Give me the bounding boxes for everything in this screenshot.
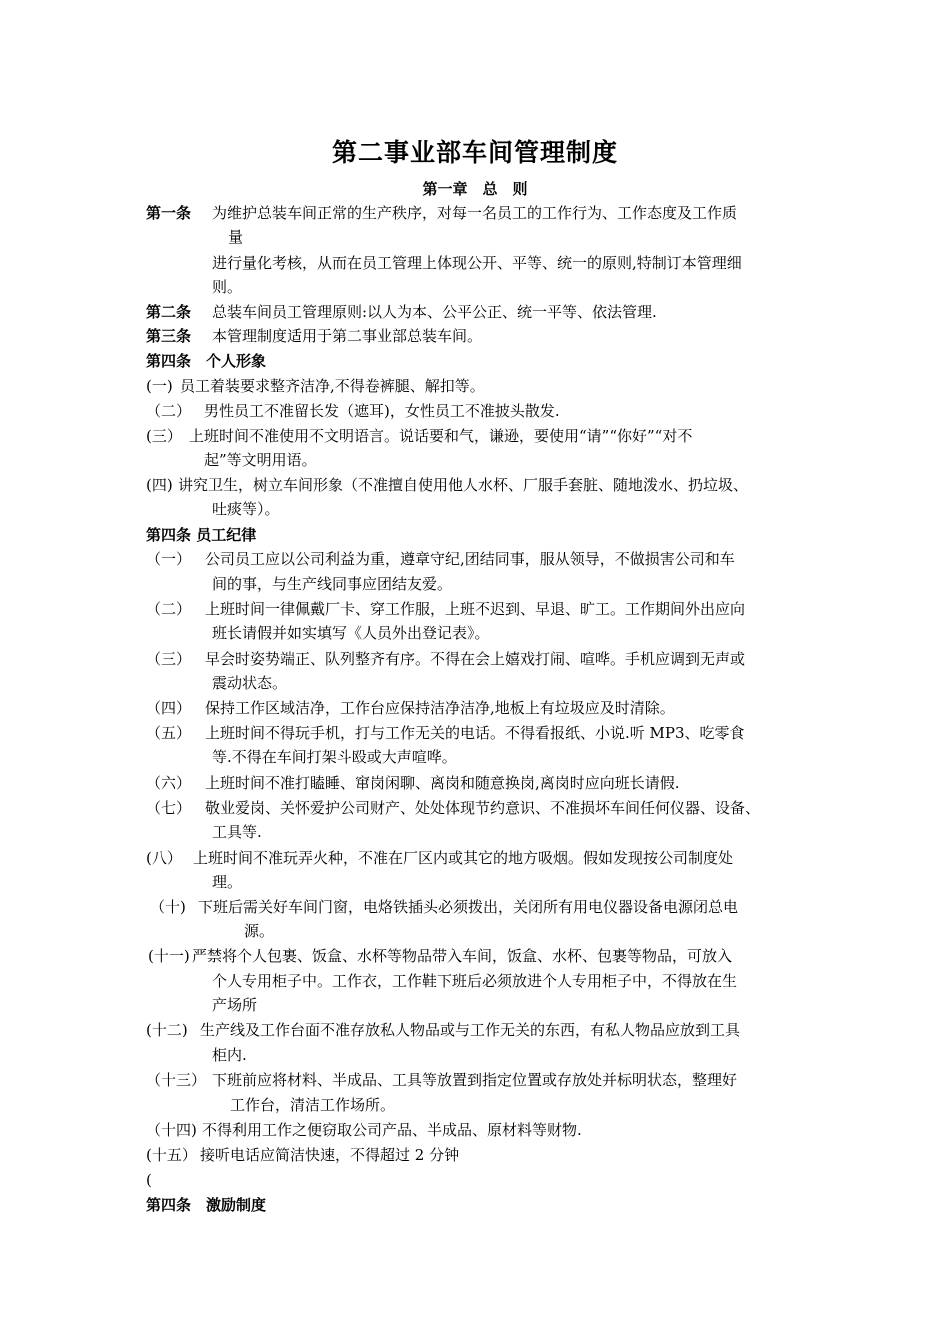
- article-1-text-cont: 量: [228, 228, 244, 246]
- item-text: 上班时间不准打瞌睡、窜岗闲聊、离岗和随意换岗,离岗时应向班长请假.: [205, 774, 680, 792]
- item-text-cont: 间的事，与生产线同事应团结友爱。: [212, 575, 453, 593]
- article-1-text-cont: 则。: [212, 278, 243, 296]
- item-number: （四）: [146, 699, 192, 717]
- item-text-cont: 工作台，清洁工作场所。: [230, 1096, 396, 1114]
- item-text-cont: 个人专用柜子中。工作衣，工作鞋下班后必须放进个人专用柜子中，不得放在生: [212, 972, 738, 990]
- item-text: 上班时间不准使用不文明语言。说话要和气，谦逊，要使用“请”“你好”“对不: [189, 427, 693, 445]
- article-1-text-cont: 进行量化考核，从而在员工管理上体现公开、平等、统一的原则,特制订本管理细: [212, 254, 742, 272]
- item-number: (十一): [148, 947, 190, 965]
- section-heading: 第四条 激励制度: [146, 1196, 267, 1214]
- item-number: (三）: [146, 427, 182, 445]
- item-text-cont: 震动状态。: [212, 674, 288, 692]
- item-text: 不得利用工作之便窃取公司产品、半成品、原材料等财物.: [202, 1121, 582, 1139]
- item-text: 上班时间一律佩戴厂卡、穿工作服，上班不迟到、早退、旷工。工作期间外出应向: [205, 600, 746, 618]
- item-number: (四): [146, 476, 173, 494]
- item-text: 下班后需关好车间门窗，电烙铁插头必须拨出，关闭所有用电仪器设备电源闭总电: [198, 898, 739, 916]
- article-1-label: 第一条: [146, 204, 192, 222]
- item-number: (八）: [146, 849, 182, 867]
- item-number: (一): [146, 377, 173, 395]
- item-text-cont: 产场所: [212, 996, 258, 1014]
- item-text: 上班时间不准玩弄火种，不准在厂区内或其它的地方吸烟。假如发现按公司制度处: [193, 849, 734, 867]
- item-text: 敬业爱岗、关怀爱护公司财产、处处体现节约意识、不准损坏车间任何仪器、设备、: [205, 799, 761, 817]
- item-number: (十二): [146, 1021, 188, 1039]
- item-text-cont: 吐痰等）。: [212, 500, 280, 518]
- article-3-text: 本管理制度适用于第二事业部总装车间。: [212, 327, 483, 345]
- item-number: （三）: [146, 650, 192, 668]
- document-title: 第二事业部车间管理制度: [331, 138, 618, 167]
- article-2-label: 第二条: [146, 303, 192, 321]
- item-text: 员工着装要求整齐洁净,不得卷裤腿、解扣等。: [180, 377, 485, 395]
- chapter-heading: 第一章 总 则: [422, 180, 528, 198]
- section-heading: 第四条 个人形象: [146, 352, 267, 370]
- article-1-text: 为维护总装车间正常的生产秩序，对每一名员工的工作行为、工作态度及工作质: [212, 204, 738, 222]
- stray-paren: (: [146, 1171, 152, 1189]
- item-text: 上班时间不得玩手机，打与工作无关的电话。不得看报纸、小说.听 MP3、吃零食: [205, 724, 745, 742]
- item-number: （五）: [146, 724, 192, 742]
- item-text-cont: 工具等.: [212, 823, 262, 841]
- item-number: （七）: [146, 799, 192, 817]
- item-number: （十三）: [146, 1071, 207, 1089]
- item-number: （二）: [146, 402, 192, 420]
- item-text: 接听电话应简洁快速，不得超过 2 分钟: [200, 1146, 460, 1164]
- item-text: 男性员工不准留长发（遮耳)，女性员工不准披头散发.: [204, 402, 560, 420]
- item-text: 生产线及工作台面不准存放私人物品或与工作无关的东西，有私人物品应放到工具: [200, 1021, 741, 1039]
- item-text-cont: 源。: [244, 922, 275, 940]
- item-text-cont: 起”等文明用语。: [204, 451, 317, 469]
- item-text-cont: 班长请假并如实填写《人员外出登记表》。: [212, 624, 490, 642]
- item-number: （六）: [146, 774, 192, 792]
- item-text-cont: 等.不得在车间打架斗殴或大声喧哗。: [212, 748, 457, 766]
- item-text: 早会时姿势端正、队列整齐有序。不得在会上嬉戏打闹、喧哗。手机应调到无声或: [205, 650, 746, 668]
- item-number: （十): [150, 898, 186, 916]
- item-text: 保持工作区域洁净，工作台应保持洁净洁净,地板上有垃圾应及时清除。: [205, 699, 675, 717]
- item-text-cont: 柜内.: [212, 1046, 247, 1064]
- item-number: （一）: [146, 550, 192, 568]
- section-heading: 第四条 员工纪律: [146, 526, 257, 544]
- item-number: （二）: [146, 600, 192, 618]
- item-number: （十四): [146, 1121, 197, 1139]
- item-text-cont: 理。: [212, 873, 243, 891]
- article-3-label: 第三条: [146, 327, 192, 345]
- item-text: 下班前应将材料、半成品、工具等放置到指定位置或存放处并标明状态，整理好: [212, 1071, 738, 1089]
- item-number: (十五）: [146, 1146, 197, 1164]
- item-text: 严禁将个人包裹、饭盒、水杯等物品带入车间，饭盒、水杯、包裹等物品，可放入: [192, 947, 733, 965]
- item-text: 公司员工应以公司利益为重，遵章守纪,团结同事，服从领导，不做损害公司和车: [205, 550, 735, 568]
- item-text: 讲究卫生，树立车间形象（不准擅自使用他人水杯、厂服手套脏、随地泼水、扔垃圾、: [178, 476, 749, 494]
- article-2-text: 总装车间员工管理原则:以人为本、公平公正、统一平等、依法管理.: [212, 303, 657, 321]
